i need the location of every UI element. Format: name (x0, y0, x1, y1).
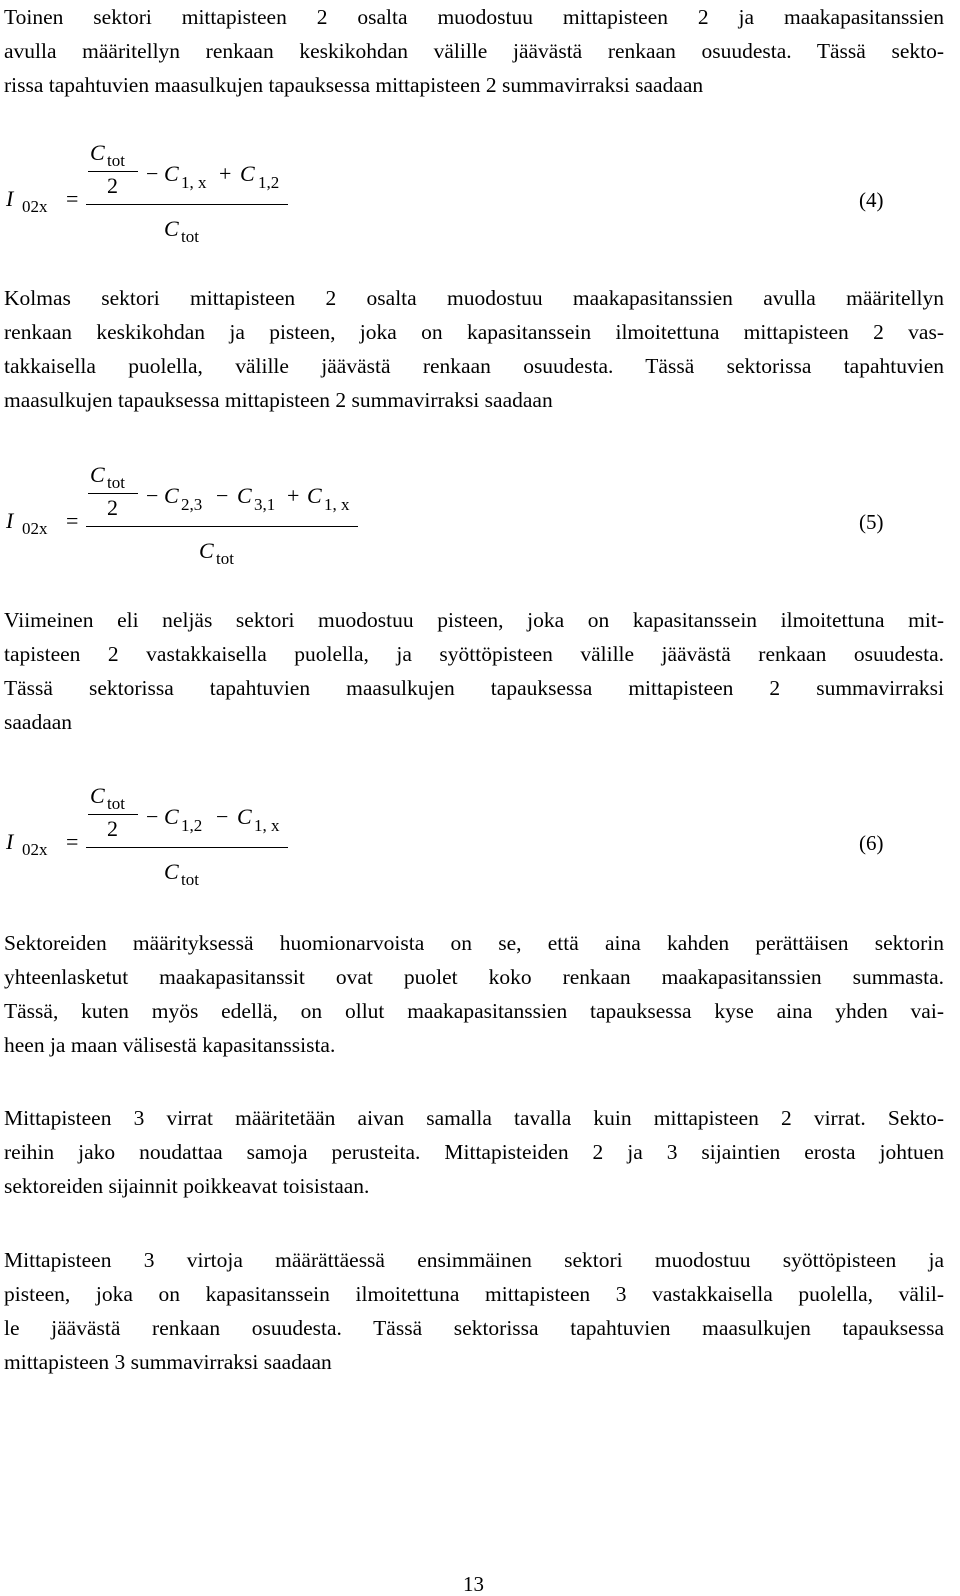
eq-half-denominator: 2 (107, 173, 118, 198)
eq-ctot-subscript: tot (107, 151, 125, 170)
text-line: le jäävästä renkaan osuudesta. Tässä sektorissa tapahtuvien maasulkujen tapauksessa (4, 1316, 944, 1340)
text-line: maasulkujen tapauksessa mittapisteen 2 summavirraksi saadaan (4, 388, 553, 412)
text-line: saadaan (4, 710, 73, 734)
paragraph-1 (4, 0, 944, 102)
eq-term-symbol: C (237, 483, 252, 508)
text-line: takkaisella puolella, välille jäävästä renkaan osuudesta. Tässä sektorissa tapahtuvien (4, 354, 944, 378)
text-line: yhteenlasketut maakapasitanssit ovat puolet koko renkaan maakapasitanssien summasta. (4, 965, 944, 989)
eq-half-denominator: 2 (107, 495, 118, 520)
text-line: Toinen sektori mittapisteen 2 osalta muodostuu mittapisteen 2 ja maakapasitanssien (4, 5, 944, 29)
text-line: Mittapisteen 3 virrat määritetään aivan samalla tavalla kuin mittapisteen 2 virrat. Sekto- (4, 1106, 944, 1130)
eq-term-subscript: 1, x (181, 173, 207, 192)
eq-term-subscript: 1,2 (258, 173, 280, 192)
eq-ctot-subscript: tot (181, 227, 199, 246)
eq-term-subscript: 1, x (254, 816, 280, 835)
text-line: Viimeinen eli neljäs sektori muodostuu pisteen, joka on kapasitanssein ilmoitettuna mit- (4, 608, 944, 632)
eq-lhs-symbol: I (6, 829, 14, 854)
eq-ctot-symbol: C (164, 859, 179, 884)
eq-ctot-subscript: tot (216, 549, 234, 568)
equation-number: (4) (859, 188, 884, 212)
eq-ctot-subscript: tot (107, 794, 125, 813)
eq-half-denominator: 2 (107, 816, 118, 841)
paragraph-3 (4, 603, 944, 739)
eq-equals: = (66, 508, 79, 533)
text-line: Tässä, kuten myös edellä, on ollut maakapasitanssien tapauksessa kyse aina yhden vai- (4, 999, 944, 1023)
paragraph-5 (4, 1101, 944, 1203)
page-number: 13 (463, 1572, 484, 1596)
eq-ctot-symbol: C (90, 140, 105, 165)
eq-lhs-subscript: 02x (22, 519, 48, 538)
eq-lhs-symbol: I (6, 508, 14, 533)
eq-term-symbol: C (307, 483, 322, 508)
text-line: avulla määritellyn renkaan keskikohdan välille jäävästä renkaan osuudesta. Tässä sekto- (4, 39, 944, 63)
eq-equals: = (66, 829, 79, 854)
equation-4 (4, 130, 944, 280)
text-line: reihin jako noudattaa samoja perusteita. Mittapisteiden 2 ja 3 sijaintien erosta johtuen (4, 1140, 944, 1164)
text-line: Sektoreiden määrityksessä huomionarvoista on se, että aina kahden perättäisen sektorin (4, 931, 944, 955)
equation-number: (5) (859, 510, 884, 534)
paragraph-6 (4, 1243, 944, 1379)
eq-term-symbol: C (164, 161, 179, 186)
eq-lhs-subscript: 02x (22, 197, 48, 216)
text-line: tapisteen 2 vastakkaisella puolella, ja syöttöpisteen välille jäävästä renkaan osuudesta. (4, 642, 944, 666)
eq-term-subscript: 2,3 (181, 495, 203, 514)
eq-term-operator: + (287, 483, 300, 508)
equation-number: (6) (859, 831, 884, 855)
eq-term-symbol: C (164, 804, 179, 829)
eq-ctot-subscript: tot (181, 870, 199, 889)
eq-term-operator: + (219, 161, 232, 186)
text-line: Tässä sektorissa tapahtuvien maasulkujen tapauksessa mittapisteen 2 summavirraksi (4, 676, 944, 700)
text-line: Kolmas sektori mittapisteen 2 osalta muodostuu maakapasitanssien avulla määritellyn (4, 286, 944, 310)
paragraph-2 (4, 281, 944, 417)
text-line: Mittapisteen 3 virtoja määrättäessä ensimmäinen sektori muodostuu syöttöpisteen ja (4, 1248, 944, 1272)
eq-term-operator: − (146, 483, 159, 508)
equation-5 (4, 452, 944, 602)
eq-lhs-subscript: 02x (22, 840, 48, 859)
main-fraction-bar (86, 847, 288, 848)
paragraph-4 (4, 926, 944, 1062)
eq-equals: = (66, 186, 79, 211)
eq-term-symbol: C (164, 483, 179, 508)
eq-term-operator: − (216, 804, 229, 829)
eq-ctot-subscript: tot (107, 473, 125, 492)
eq-term-symbol: C (240, 161, 255, 186)
main-fraction-bar (86, 526, 358, 527)
text-line: mittapisteen 3 summavirraksi saadaan (4, 1350, 332, 1374)
text-line: pisteen, joka on kapasitanssein ilmoitettuna mittapisteen 3 vastakkaisella puolella, välil- (4, 1282, 944, 1306)
text-line: heen ja maan välisestä kapasitanssista. (4, 1033, 336, 1057)
text-line: rissa tapahtuvien maasulkujen tapauksessa mittapisteen 2 summavirraksi saadaan (4, 73, 704, 97)
main-fraction-bar (86, 204, 288, 205)
text-line: renkaan keskikohdan ja pisteen, joka on kapasitanssein ilmoitettuna mittapisteen 2 vas- (4, 320, 944, 344)
eq-ctot-symbol: C (199, 538, 214, 563)
eq-lhs-symbol: I (6, 186, 14, 211)
eq-term-operator: − (146, 804, 159, 829)
eq-term-subscript: 1,2 (181, 816, 203, 835)
equation-6 (4, 773, 944, 923)
eq-term-operator: − (216, 483, 229, 508)
eq-ctot-symbol: C (90, 783, 105, 808)
eq-ctot-symbol: C (164, 216, 179, 241)
text-line: sektoreiden sijainnit poikkeavat toisistaan. (4, 1174, 370, 1198)
eq-term-symbol: C (237, 804, 252, 829)
eq-term-subscript: 3,1 (254, 495, 276, 514)
eq-ctot-symbol: C (90, 462, 105, 487)
eq-term-operator: − (146, 161, 159, 186)
eq-term-subscript: 1, x (324, 495, 350, 514)
